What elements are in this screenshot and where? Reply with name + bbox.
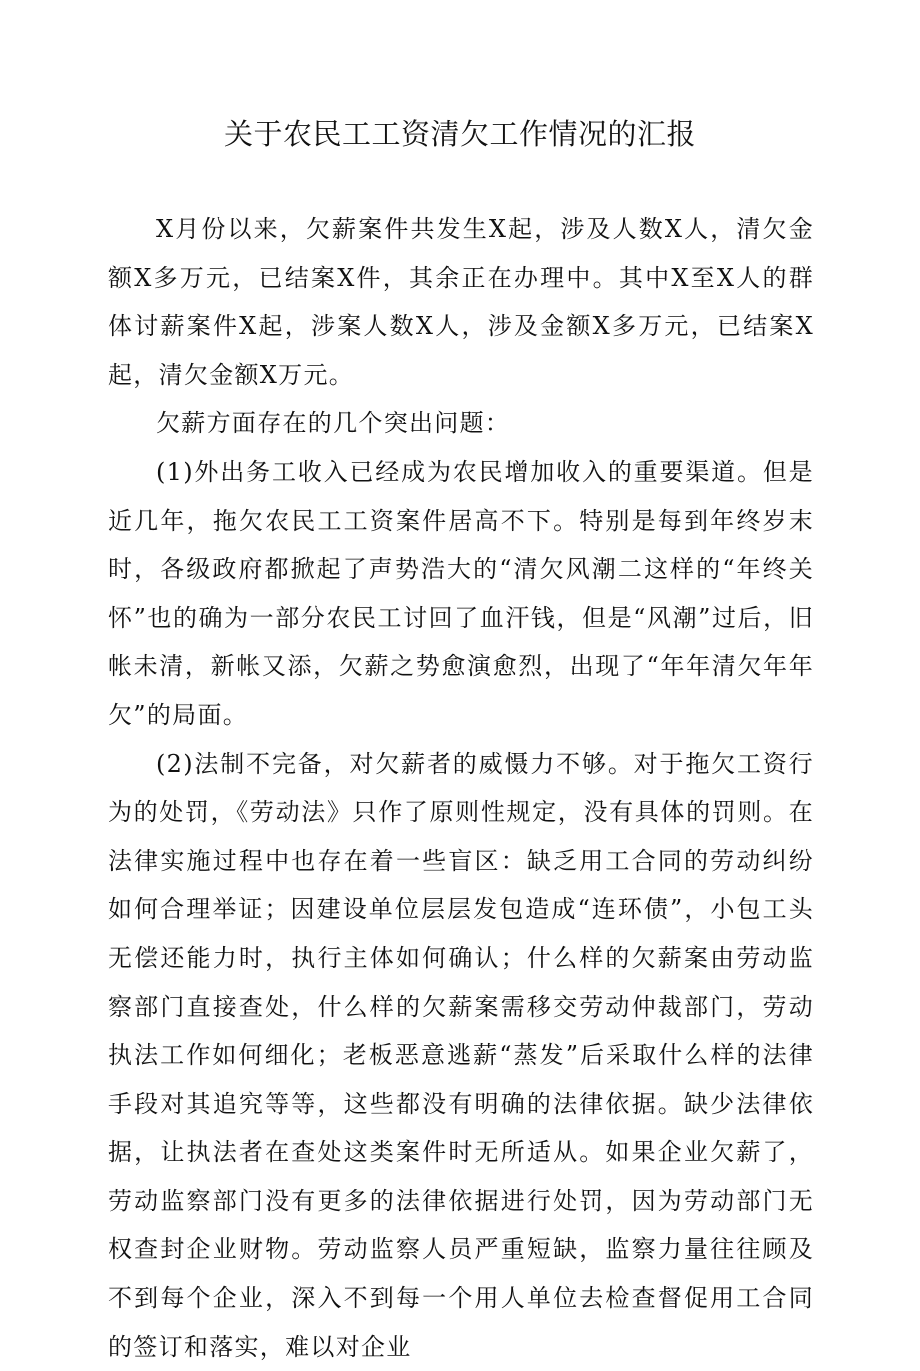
paragraph-problems-heading: 欠薪方面存在的几个突出问题： [156,409,511,438]
paragraph-problem-1: (1)外出务工收入已经成为农民增加收入的重要渠道。但是近几年，拖欠农民工工资案件居高不下。特别是每到年终岁末时，各级政府都掀起了声势浩大的“清欠风潮二这样的“年终关怀”也的确为一部分农民工讨回了血汗钱，但是“风潮”过后，旧帐未清，新帐又添，欠薪之势愈演愈烈，出现了“年年清欠年年欠”的局面。 [108,457,814,729]
document-body [108,205,814,1371]
paragraph-problem-2: (2)法制不完备，对欠薪者的威慑力不够。对于拖欠工资行为的处罚，《劳动法》只作了原则性规定，没有具体的罚则。在法律实施过程中也存在着一些盲区：缺乏用工合同的劳动纠纷如何合理举证；因建设单位层层发包造成“连环债”，小包工头无偿还能力时，执行主体如何确认；什么样的欠薪案由劳动监察部门直接查处，什么样的欠薪案需移交劳动仲裁部门，劳动执法工作如何细化；老板恶意逃薪“蒸发”后采取什么样的法律手段对其追究等等，这些都没有明确的法律依据。缺少法律依据，让执法者在查处这类案件时无所适从。如果企业欠薪了，劳动监察部门没有更多的法律依据进行处罚，因为劳动部门无权查封企业财物。劳动监察人员严重短缺，监察力量往往顾及不到每个企业，深入不到每一个用人单位去检查督促用工合同的签订和落实，难以对企业 [108,749,814,1361]
document-title: 关于农民工工资清欠工作情况的汇报 [223,117,696,151]
paragraph-summary: X月份以来，欠薪案件共发生X起，涉及人数X人，清欠金额X多万元，已结案X件，其余正在办理中。其中X至X人的群体讨薪案件X起，涉案人数X人，涉及金额X多万元，已结案X起，清欠金额X万元。 [108,215,814,389]
